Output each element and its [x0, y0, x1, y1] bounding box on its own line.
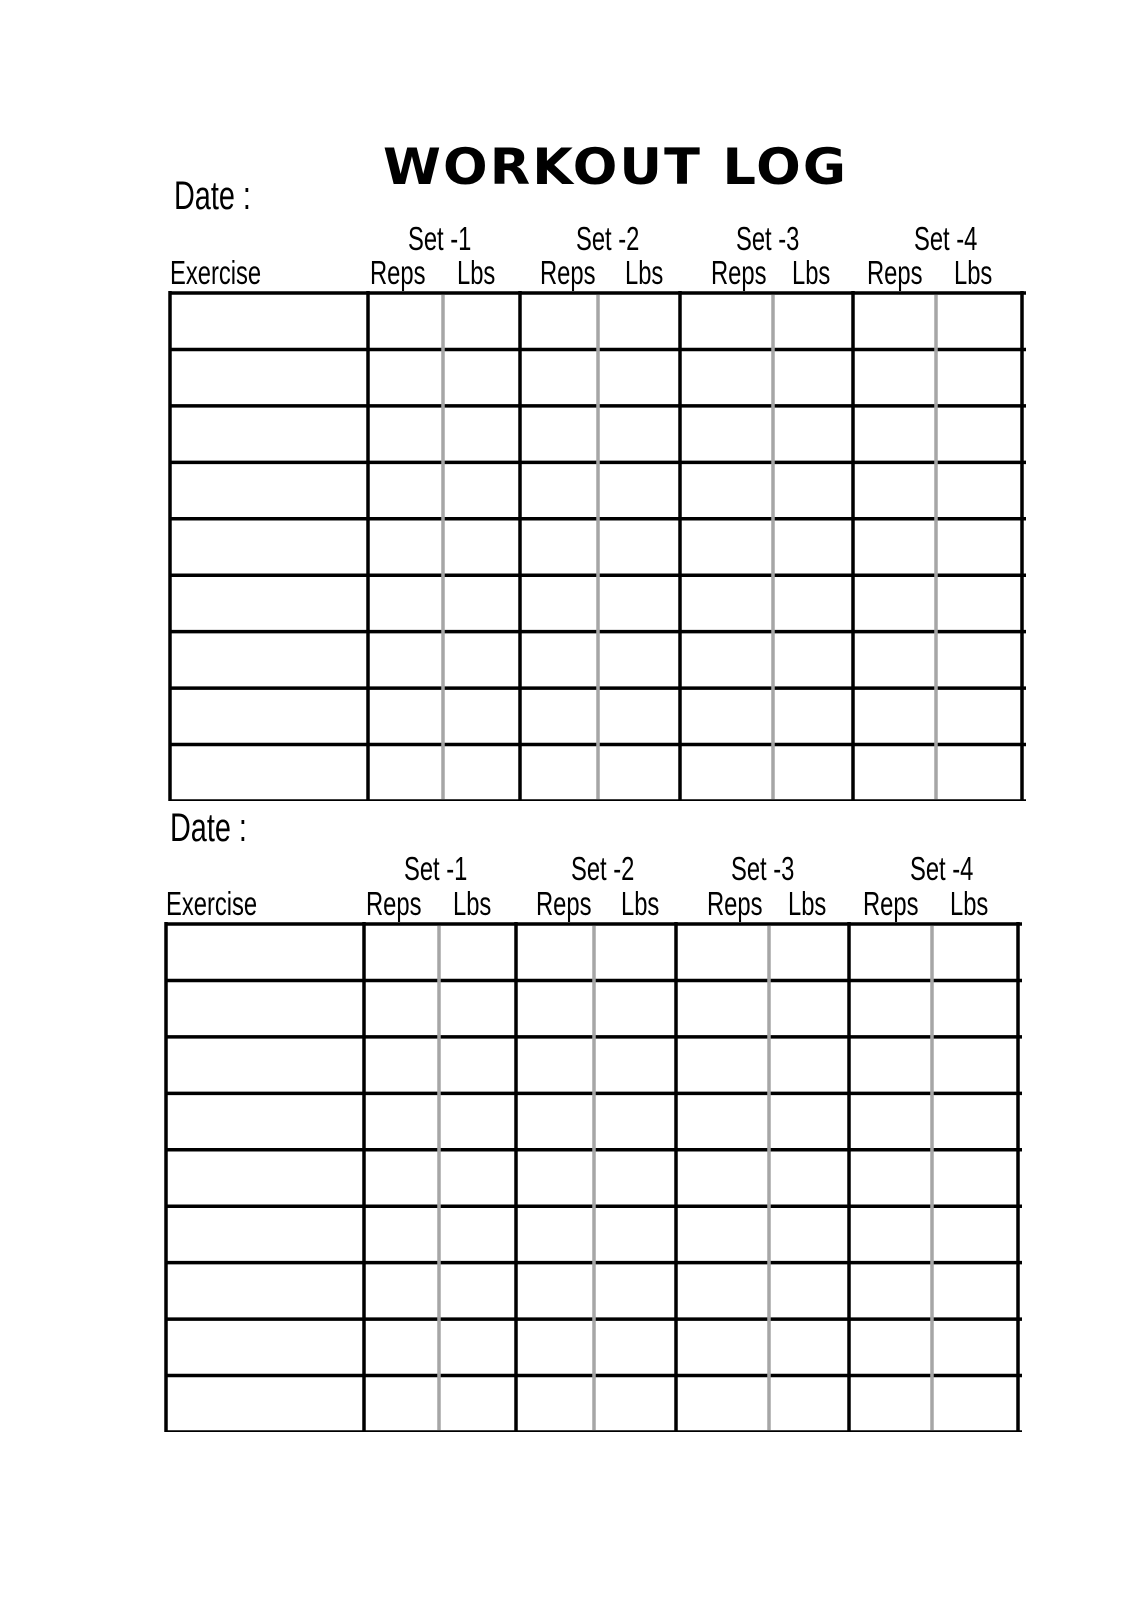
set-1-reps-cell[interactable] [364, 924, 439, 980]
set-1-label: Set -1 [404, 850, 468, 887]
exercise-cell[interactable] [166, 1319, 364, 1375]
set-3-reps-cell[interactable] [680, 349, 773, 405]
set-1-lbs-cell[interactable] [439, 1037, 516, 1093]
set-3-lbs-cell[interactable] [773, 745, 853, 801]
set-4-lbs-cell[interactable] [936, 293, 1022, 349]
set-3-lbs-cell[interactable] [773, 349, 853, 405]
set-4-lbs-cell[interactable] [932, 980, 1018, 1036]
set-1-reps-cell[interactable] [368, 688, 443, 744]
page-title: WORKOUT LOG [383, 138, 849, 196]
set-3-lbs-cell[interactable] [773, 462, 853, 518]
set-3-reps-cell[interactable] [680, 575, 773, 631]
set-2-lbs-cell[interactable] [594, 924, 676, 980]
set-3-lbs-cell[interactable] [773, 406, 853, 462]
set-2-lbs-cell[interactable] [594, 1037, 676, 1093]
set-1-reps-cell[interactable] [368, 632, 443, 688]
set-2-reps-cell[interactable] [516, 1093, 594, 1149]
set-4-lbs-cell[interactable] [936, 575, 1022, 631]
exercise-cell[interactable] [170, 575, 368, 631]
set-2-lbs-cell[interactable] [594, 1319, 676, 1375]
set-4-reps-cell[interactable] [849, 980, 932, 1036]
exercise-cell[interactable] [166, 1093, 364, 1149]
set-1-reps-cell[interactable] [368, 519, 443, 575]
set-1-lbs-cell[interactable] [443, 406, 520, 462]
set-2-reps-cell[interactable] [516, 924, 594, 980]
set-3-lbs-cell[interactable] [773, 519, 853, 575]
set-1-lbs-cell[interactable] [443, 519, 520, 575]
set-3-reps-cell[interactable] [676, 980, 769, 1036]
set-1-reps-cell[interactable] [368, 462, 443, 518]
set-4-reps-cell[interactable] [849, 1263, 932, 1319]
set-2-lbs-cell[interactable] [594, 1150, 676, 1206]
set-2-reps-cell[interactable] [520, 293, 598, 349]
set-3-reps-cell[interactable] [676, 1263, 769, 1319]
set-1-lbs-header: Lbs [453, 885, 492, 922]
set-2-lbs-header: Lbs [621, 885, 660, 922]
set-3-reps-cell[interactable] [680, 745, 773, 801]
workout-table [164, 922, 1024, 1432]
set-4-reps-cell[interactable] [849, 1206, 932, 1262]
set-4-label: Set -4 [910, 850, 974, 887]
set-2-lbs-cell[interactable] [594, 980, 676, 1036]
set-3-lbs-cell[interactable] [773, 632, 853, 688]
set-1-reps-cell[interactable] [368, 349, 443, 405]
set-3-reps-cell[interactable] [680, 406, 773, 462]
set-2-reps-cell[interactable] [516, 1319, 594, 1375]
exercise-cell[interactable] [166, 1150, 364, 1206]
set-4-reps-cell[interactable] [853, 745, 936, 801]
set-2-reps-cell[interactable] [520, 349, 598, 405]
set-1-lbs-cell[interactable] [439, 1376, 516, 1432]
set-2-reps-cell[interactable] [516, 1150, 594, 1206]
set-2-lbs-cell[interactable] [594, 1376, 676, 1432]
set-1-reps-header: Reps [366, 885, 422, 922]
set-2-lbs-cell[interactable] [598, 632, 680, 688]
set-3-reps-cell[interactable] [676, 924, 769, 980]
set-3-lbs-cell[interactable] [769, 1263, 849, 1319]
set-1-reps-cell[interactable] [364, 1037, 439, 1093]
set-3-reps-header: Reps [711, 254, 767, 291]
set-4-lbs-header: Lbs [954, 254, 993, 291]
set-2-reps-cell[interactable] [516, 980, 594, 1036]
set-3-reps-cell[interactable] [676, 1037, 769, 1093]
set-2-lbs-cell[interactable] [598, 745, 680, 801]
set-3-lbs-cell[interactable] [769, 924, 849, 980]
set-3-reps-cell[interactable] [676, 1150, 769, 1206]
set-4-lbs-cell[interactable] [932, 1376, 1018, 1432]
set-3-reps-header: Reps [707, 885, 763, 922]
set-1-reps-cell[interactable] [364, 1093, 439, 1149]
set-3-lbs-cell[interactable] [769, 1376, 849, 1432]
set-2-reps-header: Reps [540, 254, 596, 291]
workout-table-grid [168, 291, 1028, 801]
exercise-cell[interactable] [170, 293, 368, 349]
set-1-reps-cell[interactable] [368, 575, 443, 631]
set-3-lbs-cell[interactable] [773, 575, 853, 631]
set-2-lbs-cell[interactable] [594, 1206, 676, 1262]
set-1-lbs-cell[interactable] [443, 632, 520, 688]
set-4-lbs-cell[interactable] [936, 406, 1022, 462]
exercise-header: Exercise [170, 254, 262, 291]
set-2-reps-cell[interactable] [516, 1263, 594, 1319]
set-3-lbs-cell[interactable] [773, 293, 853, 349]
set-2-label: Set -2 [576, 220, 640, 257]
set-4-lbs-cell[interactable] [936, 745, 1022, 801]
set-3-reps-cell[interactable] [680, 632, 773, 688]
set-2-reps-cell[interactable] [520, 688, 598, 744]
set-1-reps-cell[interactable] [364, 1206, 439, 1262]
set-4-lbs-cell[interactable] [936, 688, 1022, 744]
set-3-label: Set -3 [736, 220, 800, 257]
exercise-cell[interactable] [170, 519, 368, 575]
set-2-lbs-cell[interactable] [594, 1263, 676, 1319]
set-4-label: Set -4 [914, 220, 978, 257]
set-4-reps-cell[interactable] [853, 632, 936, 688]
exercise-cell[interactable] [166, 1263, 364, 1319]
exercise-cell[interactable] [166, 924, 364, 980]
set-3-lbs-header: Lbs [788, 885, 827, 922]
set-2-reps-cell[interactable] [516, 1206, 594, 1262]
set-2-reps-header: Reps [536, 885, 592, 922]
exercise-cell[interactable] [170, 745, 368, 801]
set-3-lbs-cell[interactable] [773, 688, 853, 744]
set-1-lbs-cell[interactable] [439, 1150, 516, 1206]
exercise-cell[interactable] [170, 349, 368, 405]
set-1-reps-cell[interactable] [368, 406, 443, 462]
set-1-reps-cell[interactable] [364, 1150, 439, 1206]
set-1-reps-cell[interactable] [364, 1376, 439, 1432]
set-3-reps-cell[interactable] [680, 293, 773, 349]
set-3-reps-cell[interactable] [676, 1206, 769, 1262]
set-2-label: Set -2 [571, 850, 635, 887]
set-4-lbs-cell[interactable] [932, 1037, 1018, 1093]
set-4-reps-cell[interactable] [853, 462, 936, 518]
set-1-lbs-cell[interactable] [443, 349, 520, 405]
set-4-reps-cell[interactable] [849, 1319, 932, 1375]
set-4-lbs-cell[interactable] [932, 1093, 1018, 1149]
set-4-lbs-cell[interactable] [936, 349, 1022, 405]
set-3-reps-cell[interactable] [676, 1376, 769, 1432]
set-4-reps-header: Reps [867, 254, 923, 291]
set-2-reps-cell[interactable] [520, 745, 598, 801]
set-2-lbs-cell[interactable] [598, 519, 680, 575]
set-4-reps-cell[interactable] [853, 519, 936, 575]
set-3-reps-cell[interactable] [680, 519, 773, 575]
set-2-lbs-cell[interactable] [598, 349, 680, 405]
set-1-lbs-cell[interactable] [439, 1319, 516, 1375]
set-4-lbs-header: Lbs [950, 885, 989, 922]
exercise-cell[interactable] [166, 1206, 364, 1262]
set-2-reps-cell[interactable] [520, 575, 598, 631]
set-4-lbs-cell[interactable] [932, 924, 1018, 980]
set-4-lbs-cell[interactable] [932, 1206, 1018, 1262]
set-3-reps-cell[interactable] [676, 1093, 769, 1149]
exercise-cell[interactable] [170, 632, 368, 688]
set-2-reps-cell[interactable] [520, 519, 598, 575]
set-1-lbs-cell[interactable] [443, 462, 520, 518]
exercise-cell[interactable] [166, 1376, 364, 1432]
exercise-cell[interactable] [170, 462, 368, 518]
set-1-lbs-cell[interactable] [439, 980, 516, 1036]
set-3-lbs-header: Lbs [792, 254, 831, 291]
set-1-lbs-cell[interactable] [443, 745, 520, 801]
set-2-lbs-cell[interactable] [598, 688, 680, 744]
date-label: Date : [174, 174, 251, 218]
set-4-lbs-cell[interactable] [932, 1319, 1018, 1375]
set-2-lbs-cell[interactable] [598, 575, 680, 631]
set-3-lbs-cell[interactable] [769, 980, 849, 1036]
set-1-reps-cell[interactable] [364, 1319, 439, 1375]
set-1-lbs-cell[interactable] [443, 293, 520, 349]
set-2-reps-cell[interactable] [520, 632, 598, 688]
set-1-reps-cell[interactable] [364, 980, 439, 1036]
set-3-lbs-cell[interactable] [769, 1037, 849, 1093]
set-2-lbs-header: Lbs [625, 254, 664, 291]
set-4-reps-cell[interactable] [849, 1093, 932, 1149]
set-1-lbs-cell[interactable] [443, 688, 520, 744]
set-1-reps-cell[interactable] [368, 745, 443, 801]
date-label: Date : [170, 806, 247, 850]
set-1-reps-header: Reps [370, 254, 426, 291]
set-1-lbs-cell[interactable] [439, 924, 516, 980]
set-1-lbs-cell[interactable] [439, 1093, 516, 1149]
set-4-lbs-cell[interactable] [936, 462, 1022, 518]
set-4-reps-cell[interactable] [853, 688, 936, 744]
set-4-reps-cell[interactable] [849, 1037, 932, 1093]
exercise-header: Exercise [166, 885, 258, 922]
set-4-reps-cell[interactable] [849, 1150, 932, 1206]
set-4-reps-cell[interactable] [849, 1376, 932, 1432]
set-1-lbs-cell[interactable] [439, 1206, 516, 1262]
set-1-lbs-header: Lbs [457, 254, 496, 291]
set-3-reps-cell[interactable] [676, 1319, 769, 1375]
workout-table [168, 291, 1028, 801]
set-4-reps-cell[interactable] [849, 924, 932, 980]
set-3-lbs-cell[interactable] [769, 1150, 849, 1206]
set-3-lbs-cell[interactable] [769, 1206, 849, 1262]
set-2-lbs-cell[interactable] [598, 406, 680, 462]
set-4-reps-cell[interactable] [853, 293, 936, 349]
set-4-lbs-cell[interactable] [936, 632, 1022, 688]
workout-table-grid [164, 922, 1024, 1432]
set-2-lbs-cell[interactable] [598, 462, 680, 518]
set-1-reps-cell[interactable] [364, 1263, 439, 1319]
set-1-label: Set -1 [408, 220, 472, 257]
set-4-lbs-cell[interactable] [932, 1150, 1018, 1206]
set-4-lbs-cell[interactable] [936, 519, 1022, 575]
exercise-cell[interactable] [170, 688, 368, 744]
set-4-reps-cell[interactable] [853, 575, 936, 631]
set-2-reps-cell[interactable] [520, 406, 598, 462]
exercise-cell[interactable] [170, 406, 368, 462]
exercise-cell[interactable] [166, 980, 364, 1036]
set-2-reps-cell[interactable] [516, 1037, 594, 1093]
set-1-lbs-cell[interactable] [443, 575, 520, 631]
set-2-lbs-cell[interactable] [594, 1093, 676, 1149]
set-2-lbs-cell[interactable] [598, 293, 680, 349]
set-4-reps-cell[interactable] [853, 349, 936, 405]
set-1-lbs-cell[interactable] [439, 1263, 516, 1319]
set-3-label: Set -3 [731, 850, 795, 887]
set-1-reps-cell[interactable] [368, 293, 443, 349]
set-3-lbs-cell[interactable] [769, 1093, 849, 1149]
set-4-reps-header: Reps [863, 885, 919, 922]
set-4-reps-cell[interactable] [853, 406, 936, 462]
set-2-reps-cell[interactable] [516, 1376, 594, 1432]
set-2-reps-cell[interactable] [520, 462, 598, 518]
set-3-reps-cell[interactable] [680, 462, 773, 518]
set-3-reps-cell[interactable] [680, 688, 773, 744]
set-3-lbs-cell[interactable] [769, 1319, 849, 1375]
set-4-lbs-cell[interactable] [932, 1263, 1018, 1319]
exercise-cell[interactable] [166, 1037, 364, 1093]
